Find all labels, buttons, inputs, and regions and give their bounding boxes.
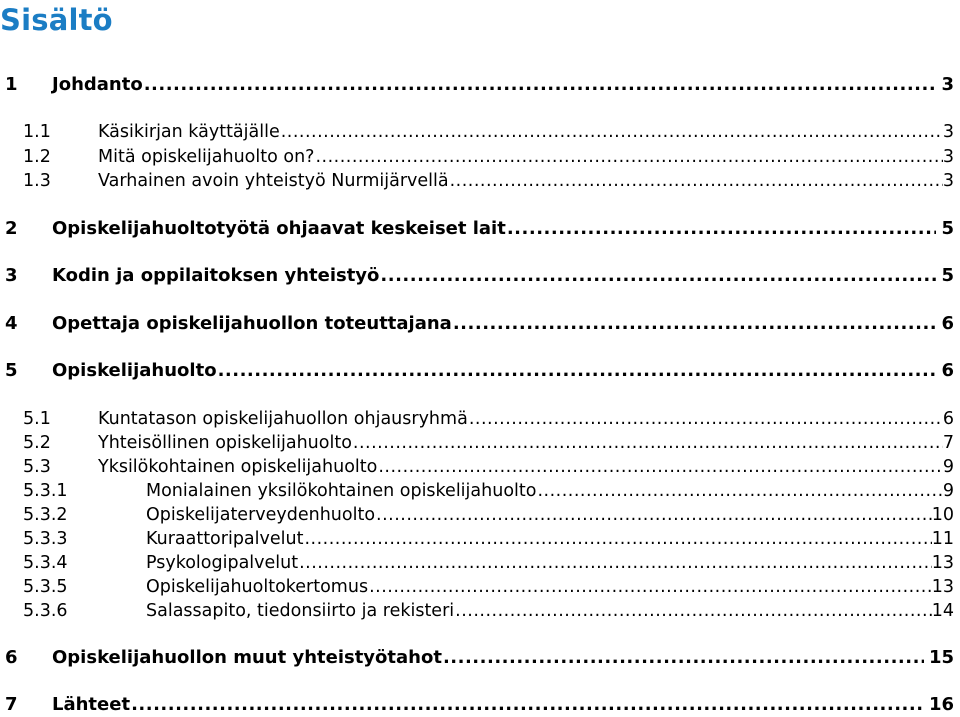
toc-entry-page: 6	[942, 409, 954, 429]
toc-entry-page: 3	[942, 171, 954, 191]
dot-leader	[315, 145, 942, 169]
toc-entry-page: 5	[941, 218, 954, 239]
toc-entry-number: 5.1	[23, 409, 51, 429]
toc-entry-number: 5.3	[23, 457, 51, 477]
toc-entry-title[interactable]: Yksilökohtainen opiskelijahuolto	[98, 457, 378, 477]
toc-entry-page: 5	[941, 265, 954, 286]
toc-entry[interactable]	[0, 479, 960, 503]
toc-entry[interactable]	[0, 431, 960, 455]
toc-entry-number: 5.3.3	[23, 529, 68, 549]
toc-entry[interactable]	[0, 120, 960, 144]
toc-entry[interactable]	[0, 264, 960, 288]
dot-leader	[450, 169, 943, 193]
toc-entry-title[interactable]: Opiskelijahuoltokertomus	[146, 577, 369, 597]
page-title: Sisältö	[0, 3, 113, 37]
toc-entry[interactable]	[0, 73, 960, 97]
toc-entry-title[interactable]: Yhteisöllinen opiskelijahuolto	[98, 433, 352, 453]
toc-entry-page: 15	[928, 647, 954, 668]
toc-entry-title[interactable]: Salassapito, tiedonsiirto ja rekisteri	[146, 601, 455, 621]
dot-leader	[537, 479, 942, 503]
toc-entry[interactable]	[0, 693, 960, 717]
toc-entry-number: 5.3.5	[23, 577, 68, 597]
dot-leader	[455, 599, 932, 623]
toc-entry[interactable]	[0, 169, 960, 193]
toc-entry-number: 5.3.4	[23, 553, 68, 573]
toc-entry-number: 5.2	[23, 433, 51, 453]
dot-leader	[299, 551, 932, 575]
toc-entry-page: 3	[942, 147, 954, 167]
toc-entry-number: 3	[5, 265, 18, 286]
toc-entry-title[interactable]: Opiskelijahuoltotyötä ohjaavat keskeiset lait	[52, 218, 506, 239]
dot-leader	[453, 312, 937, 336]
toc-entry-title[interactable]: Lähteet	[52, 694, 131, 715]
toc-entry-page: 6	[941, 360, 954, 381]
dot-leader	[218, 359, 937, 383]
toc-entry-title[interactable]: Psykologipalvelut	[146, 553, 299, 573]
toc-entry[interactable]	[0, 575, 960, 599]
dot-leader	[369, 575, 932, 599]
toc-entry[interactable]	[0, 527, 960, 551]
toc-entry[interactable]	[0, 503, 960, 527]
toc-entry-number: 1.2	[23, 147, 51, 167]
toc-entry-page: 9	[942, 457, 954, 477]
toc-entry-page: 3	[942, 122, 954, 142]
toc-entry-page: 13	[931, 553, 954, 573]
toc-entry-title[interactable]: Kuraattoripalvelut	[146, 529, 304, 549]
toc-entry[interactable]	[0, 646, 960, 670]
toc-entry-title[interactable]: Opiskelijaterveydenhuolto	[146, 505, 376, 525]
toc-entry-page: 3	[941, 74, 954, 95]
toc-entry-title[interactable]: Kuntatason opiskelijahuollon ohjausryhmä	[98, 409, 468, 429]
toc-entry[interactable]	[0, 599, 960, 623]
toc-entry-number: 4	[5, 313, 18, 334]
toc-entry-number: 1.3	[23, 171, 51, 191]
toc-entry-title[interactable]: Opiskelijahuolto	[52, 360, 217, 381]
toc-entry-number: 7	[5, 694, 18, 715]
dot-leader	[443, 646, 924, 670]
toc-entry-number: 5.3.2	[23, 505, 68, 525]
toc-entry-title[interactable]: Monialainen yksilökohtainen opiskelijahuolto	[146, 481, 537, 501]
toc-entry[interactable]	[0, 217, 960, 241]
toc-entry[interactable]	[0, 455, 960, 479]
dot-leader	[281, 120, 943, 144]
toc-entry[interactable]	[0, 145, 960, 169]
toc-entry-page: 6	[941, 313, 954, 334]
toc-entry[interactable]	[0, 551, 960, 575]
dot-leader	[144, 73, 937, 97]
toc-entry-page: 14	[931, 601, 954, 621]
dot-leader	[380, 264, 936, 288]
toc-entry-title[interactable]: Mitä opiskelijahuolto on?	[98, 147, 315, 167]
dot-leader	[376, 503, 932, 527]
dot-leader	[131, 693, 924, 717]
toc-entry-number: 2	[5, 218, 18, 239]
toc-entry-title[interactable]: Käsikirjan käyttäjälle	[98, 122, 280, 142]
toc-entry-page: 7	[942, 433, 954, 453]
toc-entry-number: 6	[5, 647, 18, 668]
dot-leader	[378, 455, 943, 479]
toc-entry-page: 16	[928, 694, 954, 715]
dot-leader	[507, 217, 937, 241]
toc-entry-page: 9	[942, 481, 954, 501]
dot-leader	[469, 407, 943, 431]
toc-entry-number: 5.3.1	[23, 481, 68, 501]
toc-entry[interactable]	[0, 407, 960, 431]
toc-entry-page: 13	[931, 577, 954, 597]
toc-entry-title[interactable]: Opiskelijahuollon muut yhteistyötahot	[52, 647, 442, 668]
toc-entry-title[interactable]: Kodin ja oppilaitoksen yhteistyö	[52, 265, 380, 286]
toc-entry[interactable]	[0, 312, 960, 336]
toc-entry-number: 1.1	[23, 122, 51, 142]
toc-entry-number: 1	[5, 74, 18, 95]
toc-entry-title[interactable]: Johdanto	[52, 74, 143, 95]
toc-entry-number: 5.3.6	[23, 601, 68, 621]
toc-entry-title[interactable]: Opettaja opiskelijahuollon toteuttajana	[52, 313, 452, 334]
toc-entry-page: 11	[931, 529, 954, 549]
dot-leader	[353, 431, 943, 455]
dot-leader	[304, 527, 931, 551]
toc-entry-number: 5	[5, 360, 18, 381]
toc-entry[interactable]	[0, 359, 960, 383]
toc-entry-title[interactable]: Varhainen avoin yhteistyö Nurmijärvellä	[98, 171, 449, 191]
toc-entry-page: 10	[931, 505, 954, 525]
